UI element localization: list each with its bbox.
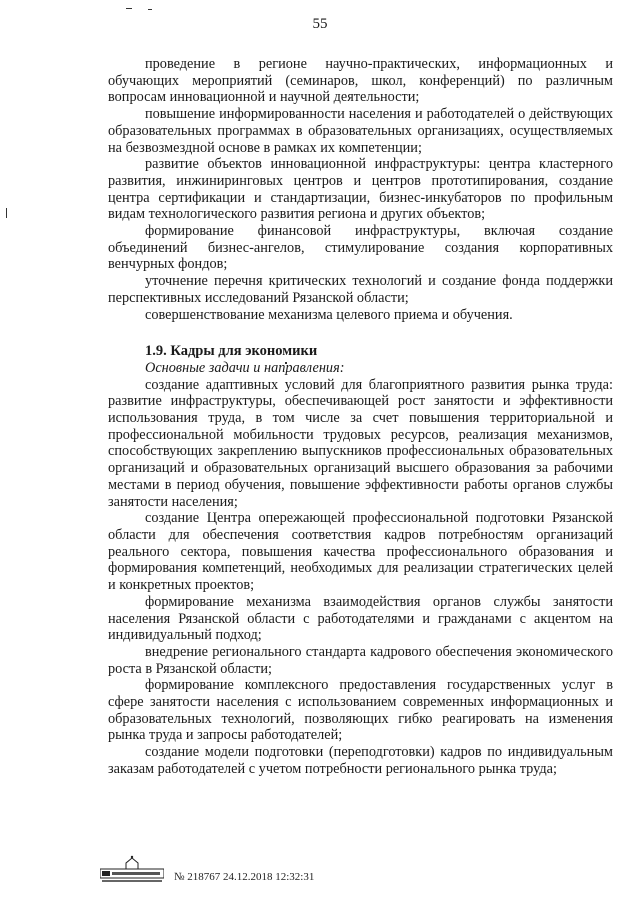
scan-mark xyxy=(6,208,7,218)
document-stamp: № 218767 24.12.2018 12:32:31 xyxy=(174,871,315,883)
scan-mark xyxy=(148,9,152,10)
paragraph: проведение в регионе научно-практических, информационных и обучающих мероприятий (семинаров, школ, конференций) по различным вопросам инновационной и научной деятельности; xyxy=(108,56,613,106)
page-number: 55 xyxy=(312,16,328,32)
paragraph: создание адаптивных условий для благоприятного развития рынка труда: развитие инфраструктуры, обеспечивающей рост занятости и эффективности использования труда, в том числе за счет повышения территориальной и профессиональной мобильности трудовых ресурсов, реализация механизмов, способствующих закреплению выпускников профессиональных образовательных организаций и образовательных организаций высшего образования за рабочими местами в период обучения, повышение эффективности работы органов службы занятости населения; xyxy=(108,376,613,510)
section-heading: 1.9. Кадры для экономики xyxy=(145,343,318,360)
paragraph: развитие объектов инновационной инфраструктуры: центра кластерного развития, инжиниринговых центров и центров прототипирования, создание центра сертификации и стандартизации, бизнес-инкубаторов по профильным видам технологического развития региона и других объектов; xyxy=(108,156,613,223)
paragraph: повышение информированности населения и работодателей о действующих образовательных программах в образовательных организациях, осуществляемых на безвозмездной основе в рамках их компетенции; xyxy=(108,106,613,156)
paragraph: создание модели подготовки (переподготовки) кадров по индивидуальным заказам работодателей с учетом потребности регионального рынка труда; xyxy=(108,744,613,777)
paragraph: создание Центра опережающей профессиональной подготовки Рязанской области для обеспечения соответствия кадров потребностям организаций реального сектора, повышения качества профессионального образования и формирования компетенций, необходимых для реализации стратегических целей и конкретных проектов; xyxy=(108,510,613,594)
paragraph: совершенствование механизма целевого приема и обучения. xyxy=(145,306,513,323)
paragraph: формирование финансовой инфраструктуры, включая создание объединений бизнес-ангелов, стимулирование создания корпоративных венчурных фондов; xyxy=(108,223,613,273)
paragraph: внедрение регионального стандарта кадрового обеспечения экономического роста в Рязанской области; xyxy=(108,643,613,677)
paragraph: формирование комплексного предоставления государственных услуг в сфере занятости населения с использованием современных информационных и образовательных технологий, позволяющих гибко реагировать на изменения рынка труда и запросы работодателей; xyxy=(108,677,613,744)
section-spacer xyxy=(108,323,613,343)
paragraph: формирование механизма взаимодействия органов службы занятости населения Рязанской области с работодателями и гражданами с акцентом на индивидуальный подход; xyxy=(108,593,613,644)
document-body xyxy=(108,56,613,778)
archive-stamp-logo xyxy=(100,855,164,885)
paragraph: уточнение перечня критических технологий и создание фонда поддержки перспективных исследований Рязанской области; xyxy=(108,273,613,306)
section-subheading: Основные задачи и направления: xyxy=(145,359,345,376)
scan-mark xyxy=(126,8,132,9)
